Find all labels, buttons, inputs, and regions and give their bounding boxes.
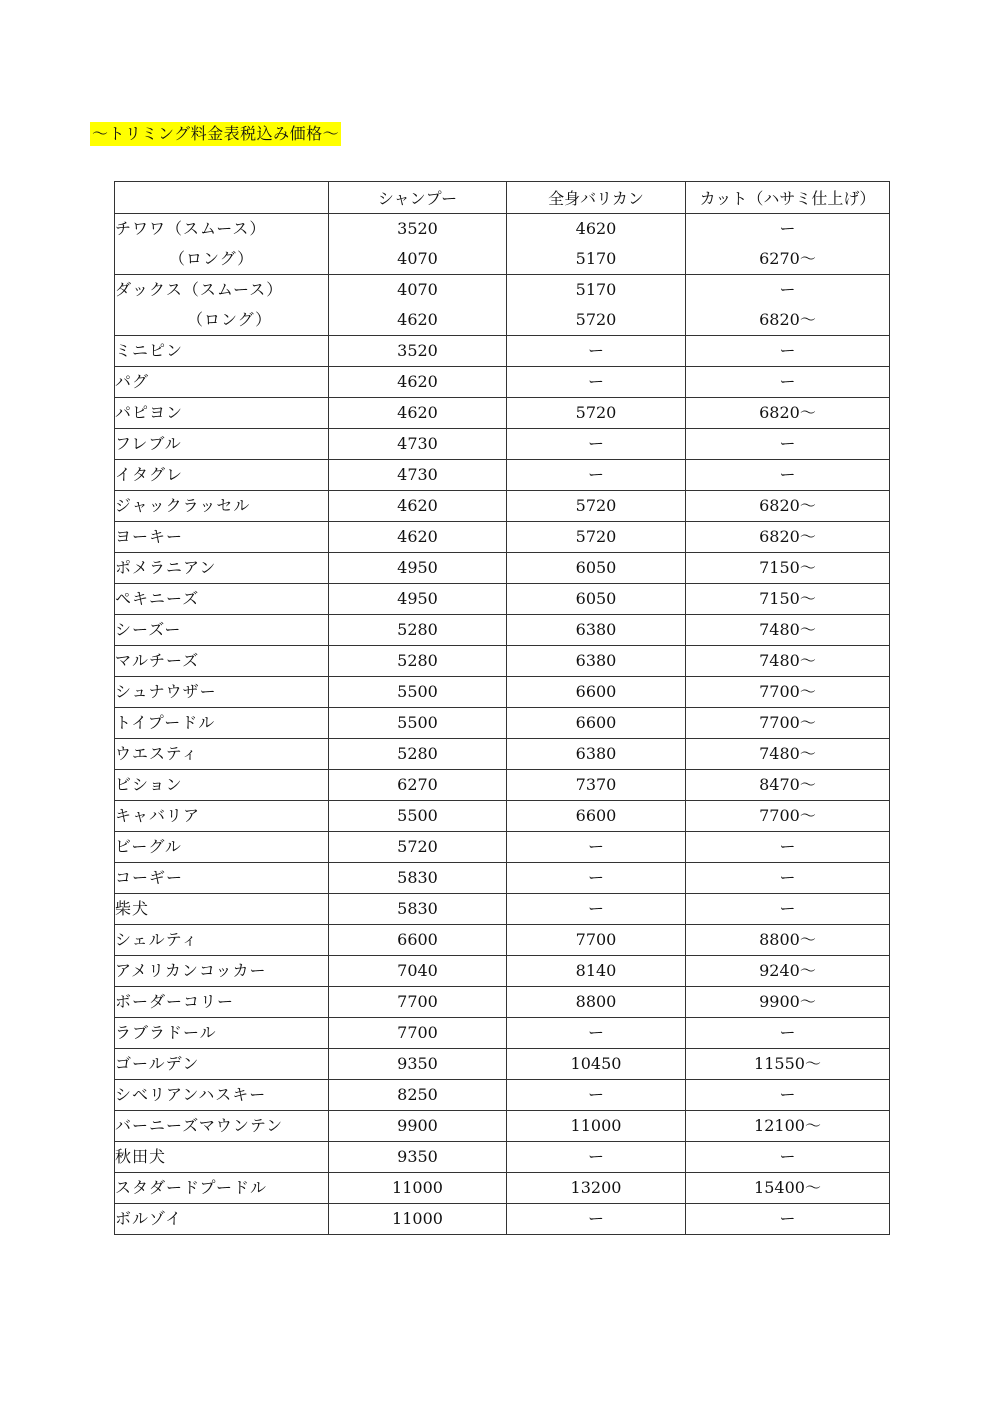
clipper-cell: ー	[507, 832, 686, 863]
breed-cell: シベリアンハスキー	[115, 1080, 329, 1111]
shampoo-cell: 5500	[329, 708, 507, 739]
clipper-cell: ー	[507, 429, 686, 460]
cut-cell: 6820〜	[686, 491, 890, 522]
page-title: 〜トリミング料金表税込み価格〜	[90, 122, 341, 146]
header-breed	[115, 182, 329, 214]
shampoo-cell: 11000	[329, 1204, 507, 1235]
clipper-price: 5170	[575, 280, 617, 299]
table-row	[115, 336, 890, 367]
breed-cell: コーギー	[115, 863, 329, 894]
breed-variant: （ロング）	[187, 310, 273, 329]
clipper-cell	[507, 214, 686, 275]
shampoo-cell: 4620	[329, 367, 507, 398]
breed-cell: シェルティ	[115, 925, 329, 956]
shampoo-cell: 4620	[329, 522, 507, 553]
table-row	[115, 460, 890, 491]
shampoo-cell: 11000	[329, 1173, 507, 1204]
cut-cell: ー	[686, 336, 890, 367]
table-row	[115, 987, 890, 1018]
breed-cell: シュナウザー	[115, 677, 329, 708]
shampoo-cell: 4730	[329, 460, 507, 491]
shampoo-cell: 7700	[329, 1018, 507, 1049]
table-row	[115, 956, 890, 987]
shampoo-cell: 5280	[329, 739, 507, 770]
cut-cell: 7480〜	[686, 615, 890, 646]
shampoo-cell: 5280	[329, 646, 507, 677]
table-row	[115, 677, 890, 708]
clipper-cell: 7700	[507, 925, 686, 956]
cut-cell: 11550〜	[686, 1049, 890, 1080]
clipper-cell: ー	[507, 894, 686, 925]
clipper-cell: ー	[507, 1018, 686, 1049]
breed-cell: ラブラドール	[115, 1018, 329, 1049]
breed-cell: トイプードル	[115, 708, 329, 739]
clipper-cell: 6050	[507, 553, 686, 584]
breed-name: チワワ（スムース）	[115, 219, 267, 238]
breed-cell: アメリカンコッカー	[115, 956, 329, 987]
table-row	[115, 1049, 890, 1080]
clipper-cell: 6600	[507, 708, 686, 739]
cut-price: ー	[779, 219, 796, 238]
shampoo-price: 4070	[397, 249, 438, 268]
table-row	[115, 708, 890, 739]
cut-cell: 7480〜	[686, 646, 890, 677]
table-row	[115, 770, 890, 801]
clipper-cell: 6600	[507, 677, 686, 708]
header-cut: カット（ハサミ仕上げ）	[686, 182, 890, 214]
shampoo-cell: 5500	[329, 677, 507, 708]
cut-cell: ー	[686, 1142, 890, 1173]
shampoo-cell	[329, 214, 507, 275]
cut-cell: 7700〜	[686, 708, 890, 739]
shampoo-cell: 4950	[329, 584, 507, 615]
breed-cell: パピヨン	[115, 398, 329, 429]
table-row	[115, 1111, 890, 1142]
shampoo-cell: 4950	[329, 553, 507, 584]
breed-cell: ボーダーコリー	[115, 987, 329, 1018]
cut-cell: ー	[686, 429, 890, 460]
clipper-price: 5170	[575, 249, 617, 268]
table-row	[115, 367, 890, 398]
clipper-cell: ー	[507, 863, 686, 894]
cut-cell: 12100〜	[686, 1111, 890, 1142]
breed-cell	[115, 275, 329, 336]
clipper-cell: ー	[507, 1080, 686, 1111]
breed-cell: ポメラニアン	[115, 553, 329, 584]
table-row	[115, 739, 890, 770]
breed-cell: ウエスティ	[115, 739, 329, 770]
shampoo-price: 3520	[397, 219, 438, 238]
breed-cell: 秋田犬	[115, 1142, 329, 1173]
clipper-cell: ー	[507, 460, 686, 491]
clipper-cell	[507, 275, 686, 336]
price-table	[114, 181, 890, 1235]
breed-cell: ゴールデン	[115, 1049, 329, 1080]
breed-cell: 柴犬	[115, 894, 329, 925]
breed-cell: マルチーズ	[115, 646, 329, 677]
cut-cell: 9900〜	[686, 987, 890, 1018]
cut-cell	[686, 275, 890, 336]
table-row	[115, 1204, 890, 1235]
cut-price: 6820〜	[759, 310, 816, 329]
clipper-cell: 6050	[507, 584, 686, 615]
shampoo-cell: 3520	[329, 336, 507, 367]
clipper-cell: 5720	[507, 522, 686, 553]
cut-cell: ー	[686, 894, 890, 925]
table-row	[115, 1173, 890, 1204]
header-shampoo: シャンプー	[329, 182, 507, 214]
clipper-cell: 8140	[507, 956, 686, 987]
header-row	[115, 182, 890, 214]
shampoo-cell: 4620	[329, 398, 507, 429]
breed-cell	[115, 214, 329, 275]
cut-cell: 7700〜	[686, 677, 890, 708]
cut-cell: ー	[686, 832, 890, 863]
cut-price: ー	[779, 280, 796, 299]
cut-cell: ー	[686, 367, 890, 398]
breed-cell: パグ	[115, 367, 329, 398]
shampoo-cell: 9350	[329, 1049, 507, 1080]
clipper-cell: ー	[507, 1204, 686, 1235]
header-clipper: 全身バリカン	[507, 182, 686, 214]
shampoo-cell: 5720	[329, 832, 507, 863]
clipper-cell: 6380	[507, 739, 686, 770]
table-row	[115, 584, 890, 615]
table-row	[115, 553, 890, 584]
cut-cell: 7700〜	[686, 801, 890, 832]
breed-cell: シーズー	[115, 615, 329, 646]
clipper-cell: 6380	[507, 646, 686, 677]
shampoo-price: 4070	[397, 280, 438, 299]
table-row	[115, 863, 890, 894]
shampoo-cell: 5500	[329, 801, 507, 832]
table-row	[115, 1018, 890, 1049]
shampoo-cell: 4620	[329, 491, 507, 522]
table-row-chihuahua	[115, 214, 890, 275]
clipper-cell: 6600	[507, 801, 686, 832]
shampoo-cell: 7040	[329, 956, 507, 987]
clipper-cell: 10450	[507, 1049, 686, 1080]
shampoo-cell: 5280	[329, 615, 507, 646]
clipper-cell: 8800	[507, 987, 686, 1018]
breed-cell: ミニピン	[115, 336, 329, 367]
breed-cell: ペキニーズ	[115, 584, 329, 615]
clipper-price: 4620	[575, 219, 617, 238]
table-row	[115, 1142, 890, 1173]
table-row	[115, 646, 890, 677]
cut-cell: ー	[686, 1080, 890, 1111]
shampoo-cell: 5830	[329, 863, 507, 894]
table-row	[115, 491, 890, 522]
clipper-cell: 6380	[507, 615, 686, 646]
shampoo-cell: 6270	[329, 770, 507, 801]
cut-cell: 6820〜	[686, 522, 890, 553]
cut-price: 6270〜	[759, 249, 816, 268]
clipper-cell: ー	[507, 1142, 686, 1173]
breed-cell: キャバリア	[115, 801, 329, 832]
shampoo-cell: 9350	[329, 1142, 507, 1173]
breed-cell: フレブル	[115, 429, 329, 460]
shampoo-cell	[329, 275, 507, 336]
breed-cell: イタグレ	[115, 460, 329, 491]
shampoo-cell: 8250	[329, 1080, 507, 1111]
shampoo-cell: 4730	[329, 429, 507, 460]
clipper-cell: 5720	[507, 491, 686, 522]
cut-cell: 6820〜	[686, 398, 890, 429]
table-row	[115, 398, 890, 429]
shampoo-cell: 9900	[329, 1111, 507, 1142]
table-row	[115, 801, 890, 832]
table-row	[115, 1080, 890, 1111]
cut-cell: 8800〜	[686, 925, 890, 956]
shampoo-price: 4620	[397, 310, 438, 329]
cut-cell: ー	[686, 1018, 890, 1049]
clipper-cell: 5720	[507, 398, 686, 429]
cut-cell: ー	[686, 1204, 890, 1235]
clipper-price: 5720	[575, 310, 617, 329]
cut-cell: ー	[686, 863, 890, 894]
breed-cell: ヨーキー	[115, 522, 329, 553]
shampoo-cell: 6600	[329, 925, 507, 956]
cut-cell: 7150〜	[686, 584, 890, 615]
clipper-cell: ー	[507, 367, 686, 398]
cut-cell: 9240〜	[686, 956, 890, 987]
breed-cell: ビーグル	[115, 832, 329, 863]
clipper-cell: 11000	[507, 1111, 686, 1142]
cut-cell: 15400〜	[686, 1173, 890, 1204]
cut-cell: ー	[686, 460, 890, 491]
table-row	[115, 925, 890, 956]
shampoo-cell: 5830	[329, 894, 507, 925]
breed-variant: （ロング）	[169, 249, 255, 268]
breed-cell: スタダードプードル	[115, 1173, 329, 1204]
clipper-cell: 7370	[507, 770, 686, 801]
table-row	[115, 832, 890, 863]
breed-cell: ボルゾイ	[115, 1204, 329, 1235]
cut-cell: 8470〜	[686, 770, 890, 801]
shampoo-cell: 7700	[329, 987, 507, 1018]
table-row	[115, 522, 890, 553]
cut-cell: 7480〜	[686, 739, 890, 770]
table-row	[115, 894, 890, 925]
breed-cell: ジャックラッセル	[115, 491, 329, 522]
clipper-cell: ー	[507, 336, 686, 367]
breed-cell: ビション	[115, 770, 329, 801]
table-row	[115, 615, 890, 646]
clipper-cell: 13200	[507, 1173, 686, 1204]
cut-cell: 7150〜	[686, 553, 890, 584]
breed-cell: バーニーズマウンテン	[115, 1111, 329, 1142]
table-row-dachshund	[115, 275, 890, 336]
cut-cell	[686, 214, 890, 275]
breed-name: ダックス（スムース）	[115, 280, 284, 299]
table-row	[115, 429, 890, 460]
